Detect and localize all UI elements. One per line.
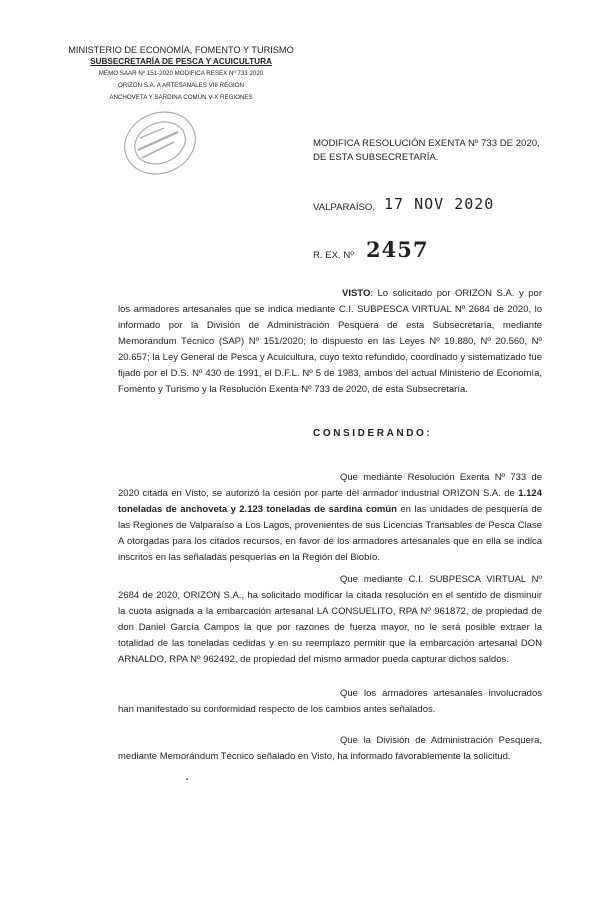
considerando-heading: CONSIDERANDO: xyxy=(313,428,433,439)
reference-line: ORIZON S.A. A ARTESANALES VIII REGIÓN xyxy=(117,82,245,89)
paragraph-text: Que mediante Resolución Exenta Nº 733 de 2020 citada en Visto, se autorizó la cesión por parte del armador industrial ORIZON S.A. de xyxy=(118,472,542,499)
undersecretariat-name: SUBSECRETARÍA DE PESCA Y ACUICULTURA xyxy=(90,57,272,66)
visto-lead: VISTO xyxy=(342,288,371,299)
resolution-subject: MODIFICA RESOLUCIÓN EXENTA Nº 733 DE 2020, DE ESTA SUBSECRETARÍA. xyxy=(313,138,540,163)
official-stamp-icon xyxy=(118,106,202,180)
visto-text: : Lo solicitado por ORIZON S.A. y por los armadores artesanales que se indica mediante C.I. SUBPESCA VIRTUAL Nº 2684 de 2020, lo informado por la División de Administración Pesquera de esta Subsecretaría, mediante Memorándum Técnico (SAP) Nº 151/2020; lo dispuesto en las Leyes Nº 19.880, Nº 20.560, Nº 20.657; la Ley General de Pesca y Acuicultura, cuyo texto refundido, coordinado y sistematizado fue fijado por el D.S. Nº 430 de 1991, el D.F.L. Nº 5 de 1983, ambos del actual Ministerio de Economía, Fomento y Turismo y la Resolución Exenta Nº 733 de 2020, de esta Subsecretaría. xyxy=(118,288,542,395)
reference-line: ANCHOVETA Y SARDINA COMÚN V-X REGIONES xyxy=(109,94,253,101)
reference-line: MEMO SAAR Nº 151-2020 MODIFICA RESEX Nº 733 2020 xyxy=(98,70,264,77)
ministry-name: MINISTERIO DE ECONOMÍA, FOMENTO Y TURISMO xyxy=(68,45,294,55)
letterhead xyxy=(66,44,296,104)
considerando-paragraph-2: Que mediante C.I. SUBPESCA VIRTUAL Nº 2684 de 2020, ORIZON S.A., ha solicitado modificar la citada resolución en el sentido de disminuir la cuota asignada a la embarcación artesanal LA CONSUELITO, RPA Nº 961872, de propiedad de don Daniel García Campos la que por razones de fuerza mayor, no le será posible extraer la totalidad de las toneladas cedidas y en su reemplazo permitir que la embarcación artesanal DON ARNALDO, RPA Nº 962492, de propiedad del mismo armador pueda capturar dichos saldos. xyxy=(118,574,542,665)
stray-mark xyxy=(186,778,188,780)
paragraph-text: en las unidades de pesquería de las Regiones de Valparaíso a Los Lagos, provenientes de sus Licencias Transables de Pesca Clase A otorgadas para los citados recursos, en favor de los armadores artesanales que en ella se indica inscritos en las señaladas pesquerías en la Región del Biobío. xyxy=(118,504,542,563)
resolution-date: 17 NOV 2020 xyxy=(384,195,495,213)
visto-paragraph xyxy=(118,286,542,398)
considerando-paragraph-1 xyxy=(118,470,542,566)
considerando-paragraph-4: Que la División de Administración Pesquera, mediante Memorándum Técnico señalado en Visto, ha informado favorablemente la solicitud. xyxy=(118,735,542,762)
place-label: VALPARAÍSO, xyxy=(313,202,376,213)
resolution-number: 2457 xyxy=(366,237,429,262)
paragraph-emphasis: 1.124 toneladas de anchoveta y 2.123 toneladas de sardina común xyxy=(118,488,542,515)
considerando-paragraph-3: Que los armadores artesanales involucrados han manifestado su conformidad respecto de los cambios antes señalados. xyxy=(118,688,542,715)
resolution-number-label: R. EX. Nº xyxy=(313,250,354,261)
